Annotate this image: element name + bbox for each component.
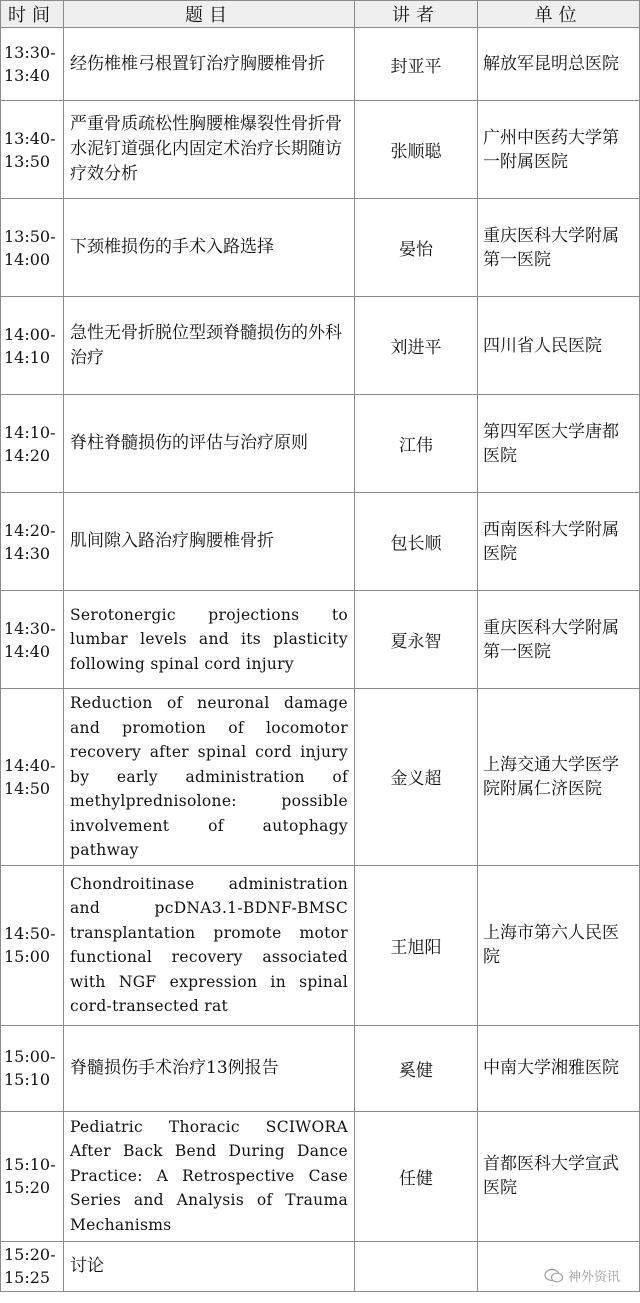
table-row bbox=[1, 689, 640, 866]
time-cell bbox=[1, 1025, 64, 1111]
unit-cell: 第四军医大学唐都医院 bbox=[478, 395, 640, 493]
table-row bbox=[1, 1025, 640, 1111]
chat-bubble-icon bbox=[544, 1268, 564, 1284]
header-speaker: 讲者 bbox=[355, 1, 478, 28]
time-start: 14:30- bbox=[4, 618, 56, 638]
speaker-cell: 任健 bbox=[355, 1111, 478, 1241]
table-row bbox=[1, 493, 640, 591]
topic-cell: 肌间隙入路治疗胸腰椎骨折 bbox=[64, 493, 355, 591]
unit-cell: 解放军昆明总医院 bbox=[478, 28, 640, 101]
time-end: 15:20 bbox=[4, 1178, 51, 1197]
speaker-cell: 金义超 bbox=[355, 689, 478, 866]
topic-cell: 下颈椎损伤的手术入路选择 bbox=[64, 199, 355, 297]
time-end: 15:00 bbox=[4, 947, 51, 966]
time-end: 13:40 bbox=[4, 66, 51, 85]
speaker-cell: 刘进平 bbox=[355, 297, 478, 395]
time-cell bbox=[1, 591, 64, 689]
time-start: 14:40- bbox=[4, 755, 56, 775]
unit-cell: 上海交通大学医学院附属仁济医院 bbox=[478, 689, 640, 866]
speaker-cell: 夏永智 bbox=[355, 591, 478, 689]
time-start: 15:00- bbox=[4, 1047, 56, 1066]
time-cell bbox=[1, 101, 64, 199]
topic-cell: Chondroitinase administration and pcDNA3.1-BDNF-BMSC transplantation promote motor functional recovery associated with NGF expression in spinal cord-transected rat bbox=[64, 865, 355, 1025]
speaker-cell: 张顺聪 bbox=[355, 101, 478, 199]
time-start: 14:20- bbox=[4, 520, 56, 540]
time-end: 14:20 bbox=[4, 445, 51, 465]
time-cell bbox=[1, 395, 64, 493]
header-row bbox=[1, 1, 640, 28]
topic-cell: 严重骨质疏松性胸腰椎爆裂性骨折骨水泥钉道强化内固定术治疗长期随访疗效分析 bbox=[64, 101, 355, 199]
topic-cell: Serotonergic projections to lumbar levels and its plasticity following spinal cord injury bbox=[64, 591, 355, 689]
table-row bbox=[1, 101, 640, 199]
unit-cell: 首都医科大学宣武医院 bbox=[478, 1111, 640, 1241]
time-start: 15:10- bbox=[4, 1155, 56, 1174]
topic-cell: 脊柱脊髓损伤的评估与治疗原则 bbox=[64, 395, 355, 493]
time-cell bbox=[1, 1241, 64, 1291]
time-end: 15:10 bbox=[4, 1070, 51, 1089]
topic-cell: 讨论 bbox=[64, 1241, 355, 1291]
time-start: 14:50- bbox=[4, 924, 56, 943]
time-end: 14:10 bbox=[4, 347, 51, 367]
topic-cell: 脊髓损伤手术治疗13例报告 bbox=[64, 1025, 355, 1111]
time-cell bbox=[1, 689, 64, 866]
table-row bbox=[1, 1111, 640, 1241]
speaker-cell: 晏怡 bbox=[355, 199, 478, 297]
time-cell bbox=[1, 199, 64, 297]
speaker-cell: 包长顺 bbox=[355, 493, 478, 591]
speaker-cell: 奚健 bbox=[355, 1025, 478, 1111]
topic-cell: 经伤椎椎弓根置钉治疗胸腰椎骨折 bbox=[64, 28, 355, 101]
topic-cell: Reduction of neuronal damage and promotion of locomotor recovery after spinal cord injury by early administration of methylprednisolone: possible involvement of autophagy pathway bbox=[64, 689, 355, 866]
watermark-text: 神外资讯 bbox=[567, 1270, 620, 1285]
unit-cell: 重庆医科大学附属第一医院 bbox=[478, 199, 640, 297]
header-unit: 单位 bbox=[478, 1, 640, 28]
time-cell bbox=[1, 297, 64, 395]
table-row bbox=[1, 297, 640, 395]
time-end: 15:25 bbox=[4, 1268, 51, 1287]
time-cell bbox=[1, 1111, 64, 1241]
header-topic: 题目 bbox=[64, 1, 355, 28]
table-row bbox=[1, 591, 640, 689]
time-start: 14:10- bbox=[4, 422, 56, 442]
speaker-cell: 封亚平 bbox=[355, 28, 478, 101]
time-start: 15:20- bbox=[4, 1245, 56, 1264]
time-end: 14:30 bbox=[4, 543, 51, 563]
time-start: 13:50- bbox=[4, 226, 56, 246]
table-row bbox=[1, 199, 640, 297]
header-time: 时间 bbox=[1, 1, 64, 28]
time-end: 14:50 bbox=[4, 778, 51, 798]
time-end: 13:50 bbox=[4, 151, 51, 171]
time-start: 13:30- bbox=[4, 43, 56, 62]
time-end: 14:00 bbox=[4, 249, 51, 269]
topic-cell: 急性无骨折脱位型颈脊髓损伤的外科治疗 bbox=[64, 297, 355, 395]
time-cell bbox=[1, 28, 64, 101]
time-cell bbox=[1, 865, 64, 1025]
speaker-cell bbox=[355, 1241, 478, 1291]
table-row bbox=[1, 28, 640, 101]
speaker-cell: 王旭阳 bbox=[355, 865, 478, 1025]
time-start: 14:00- bbox=[4, 324, 56, 344]
time-end: 14:40 bbox=[4, 641, 51, 661]
unit-cell: 广州中医药大学第一附属医院 bbox=[478, 101, 640, 199]
unit-cell: 上海市第六人民医院 bbox=[478, 865, 640, 1025]
table-row bbox=[1, 865, 640, 1025]
time-start: 13:40- bbox=[4, 128, 56, 148]
unit-cell: 中南大学湘雅医院 bbox=[478, 1025, 640, 1111]
table-row bbox=[1, 395, 640, 493]
unit-cell: 四川省人民医院 bbox=[478, 297, 640, 395]
unit-cell: 重庆医科大学附属第一医院 bbox=[478, 591, 640, 689]
time-cell bbox=[1, 493, 64, 591]
watermark bbox=[544, 1266, 620, 1285]
speaker-cell: 江伟 bbox=[355, 395, 478, 493]
unit-cell: 西南医科大学附属医院 bbox=[478, 493, 640, 591]
topic-cell: Pediatric Thoracic SCIWORA After Back Bend During Dance Practice: A Retrospective Case Series and Analysis of Trauma Mechanisms bbox=[64, 1111, 355, 1241]
